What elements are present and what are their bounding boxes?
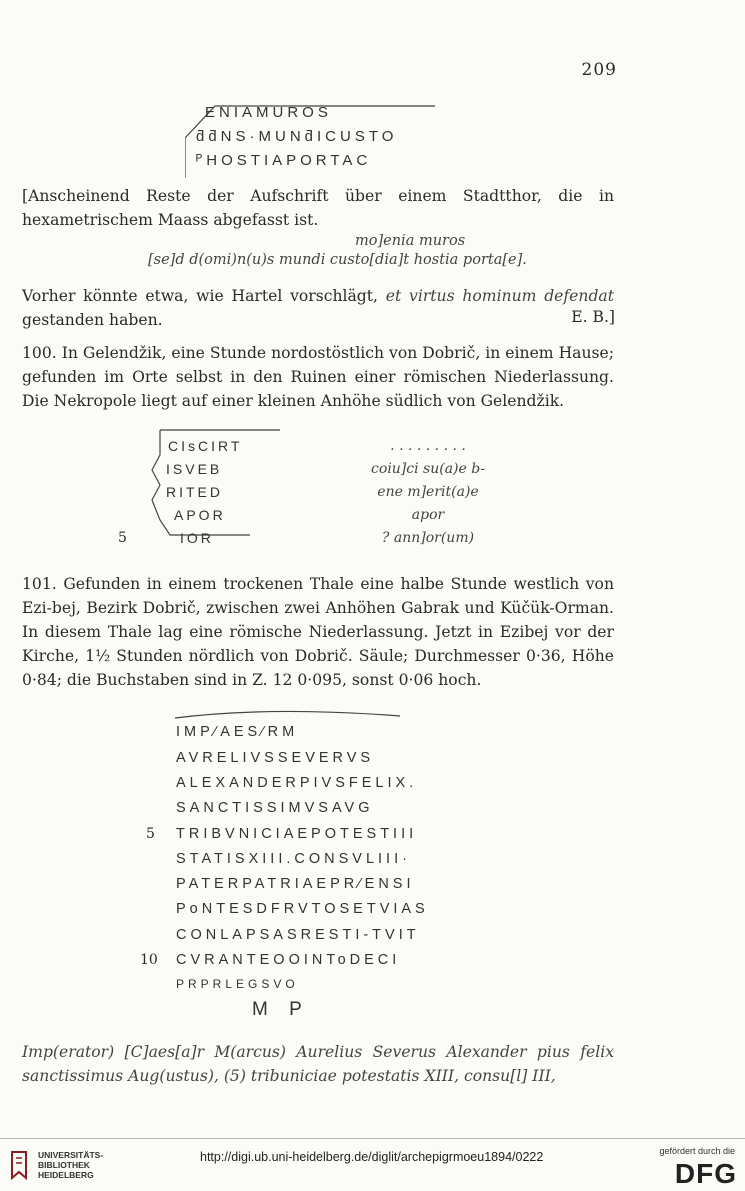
inscription3-line12: M P <box>252 999 310 1020</box>
paragraph-100: 100. In Gelendžik, eine Stunde nordostöstlich von Dobrič, in einem Hause; gefunden im Orte selbst in den Ruinen einer römischen Niederlassung. Die Nekropole liegt auf einer kleinen Anhöhe südlich von Gelendžik. <box>22 344 614 410</box>
dfg-logo: DFG <box>674 1158 737 1189</box>
inscription2-right-5: ? ann]or(um) <box>381 530 475 546</box>
inscription3-line-number-10: 10 <box>140 952 158 968</box>
inscription3-line8: PoNTESDFRVTOSETVIAS <box>176 901 429 917</box>
inscription2-left-1: CIsCIRT <box>168 438 243 454</box>
university-logo-icon <box>8 1148 30 1182</box>
paragraph-hartel <box>22 284 614 332</box>
page-number: 209 <box>581 60 617 80</box>
inscription3-line11: PRPRLEGSVO <box>176 977 299 991</box>
inscription1-line2: ƌƌNS·MUNƌICUSTO <box>196 128 398 145</box>
university-logo-text <box>38 1150 103 1180</box>
inscription2-right-1: . . . . . . . . . <box>390 438 466 454</box>
inscription3-line5: TRIBVNICIAEPOTESTIII <box>176 826 418 842</box>
hartel-text-after: gestanden haben. <box>22 311 163 329</box>
signature: E. B.] <box>571 308 615 326</box>
logo-line-2: BIBLIOTHEK <box>38 1160 90 1170</box>
inscription3-line9: CONLAPSASRESTI-TVIT <box>176 927 420 943</box>
logo-line-1: UNIVERSITÄTS- <box>38 1150 104 1160</box>
inscription3-line4: SANCTISSIMVSAVG <box>176 800 374 816</box>
source-url-link[interactable]: http://digi.ub.uni-heidelberg.de/diglit/archepigrmoeu1894/0222 <box>200 1150 544 1164</box>
inscription1-line1: ENIAMUROS <box>205 104 332 121</box>
inscription3-line-number-5: 5 <box>146 826 155 842</box>
logo-line-3: HEIDELBERG <box>38 1170 94 1180</box>
hartel-text-before: Vorher könnte etwa, wie Hartel vorschlägt, <box>22 287 379 305</box>
inscription2-left-3: RITED <box>166 484 223 500</box>
reading3-paragraph: Imp(erator) [C]aes[a]r M(arcus) Aurelius Severus Alexander pius felix sanctissimus Aug(ustus), (5) tribuniciae potestatis XIII, consu[l] III, <box>22 1043 614 1085</box>
inscription3-line3: ALEXANDERPIVSFELIX. <box>176 775 418 791</box>
inscription2-right-2: coiu]ci su(a)e b- <box>371 461 485 477</box>
inscription1-line3: ᴾHOSTIAPORTAC <box>196 152 372 169</box>
hartel-italic: et virtus hominum defendat <box>385 287 614 305</box>
inscription3-line7: PATERPATRIAEPR⁄ENSI <box>176 876 415 892</box>
inscription2-left-2: ISVEB <box>166 461 223 477</box>
inscription3-line6: STATISXIII.CONSVLIII· <box>176 851 411 867</box>
funded-by-text: gefördert durch die <box>659 1146 735 1156</box>
reading1-line2: [se]d d(omi)n(u)s mundi custo[dia]t hostia porta[e]. <box>148 252 527 268</box>
paragraph-101: 101. Gefunden in einem trockenen Thale eine halbe Stunde westlich von Ezi-bej, Bezirk Dobrič, zwischen zwei Anhöhen Gabrak und Küčük-Orman. In diesem Thale lag eine römische Niederlassung. Jetzt in Ezibej vor der Kirche, 1½ Stunden nördlich von Dobrič. Säule; Durchmesser 0·36, Höhe 0·84; die Buchstaben sind in Z. 12 0·095, sonst 0·06 hoch. <box>22 575 614 689</box>
inscription3-line1: IMP⁄AES⁄RM <box>176 724 299 740</box>
inscription2-line-number: 5 <box>118 530 127 546</box>
inscription2-left-4: APOR <box>174 507 226 523</box>
inscription2-right-4: apor <box>411 507 445 523</box>
reading1-line1: mo]enia muros <box>355 233 466 249</box>
inscription2-left-5: IOR <box>180 530 214 546</box>
inscription3-line10: CVRANTEOOINToDECI <box>176 952 401 968</box>
inscription2-right-3: ene m]erit(a)e <box>377 484 479 500</box>
inscription3-line2: AVRELIVSSEVERVS <box>176 750 375 766</box>
inscription3-border <box>170 706 410 726</box>
paragraph-intro: [Anscheinend Reste der Aufschrift über einem Stadtthor, die in hexametrischem Maass abgefasst ist. <box>22 187 614 229</box>
footer-divider <box>0 1138 745 1139</box>
